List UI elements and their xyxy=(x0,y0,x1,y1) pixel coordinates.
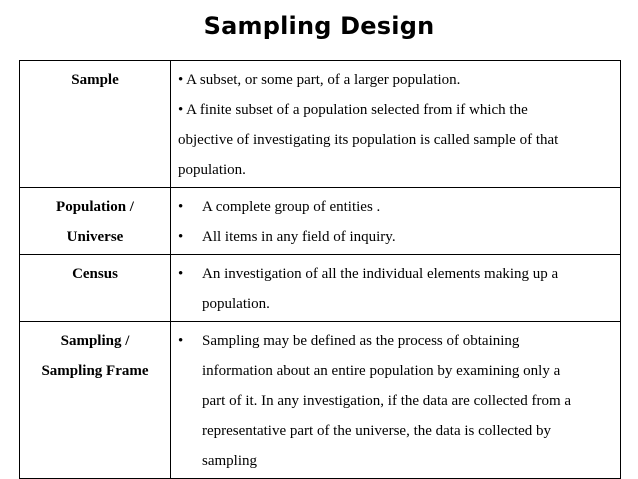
sampling-design-table xyxy=(19,60,621,479)
definition-line: • A subset, or some part, of a larger population. xyxy=(178,72,461,88)
definition-cell xyxy=(171,322,621,479)
definition-line: Sampling may be defined as the process of obtaining xyxy=(202,333,520,349)
bullet-item xyxy=(178,192,620,222)
term-label: Census xyxy=(72,266,118,282)
bullet-item xyxy=(178,259,620,319)
term-cell xyxy=(20,61,171,188)
bullet-item xyxy=(178,326,620,476)
definition-line: population. xyxy=(202,296,270,312)
bullet-icon: • xyxy=(178,333,184,349)
term-label: Population / xyxy=(56,199,134,215)
term-cell xyxy=(20,255,171,322)
table-row xyxy=(20,255,621,322)
term-cell xyxy=(20,322,171,479)
term-label: Sample xyxy=(71,72,119,88)
term-label: Sampling Frame xyxy=(41,363,149,379)
definition-line: information about an entire population by examining only a xyxy=(202,363,561,379)
term-cell xyxy=(20,188,171,255)
term-label: Universe xyxy=(66,229,124,245)
table-row xyxy=(20,61,621,188)
definition-line: All items in any field of inquiry. xyxy=(202,229,396,245)
definition-line: A complete group of entities . xyxy=(202,199,381,215)
table-row xyxy=(20,322,621,479)
definition-line: part of it. In any investigation, if the data are collected from a xyxy=(202,393,572,409)
bullet-icon: • xyxy=(178,266,184,282)
definition-line: objective of investigating its population is called sample of that xyxy=(178,132,559,148)
definition-line: An investigation of all the individual elements making up a xyxy=(202,266,559,282)
table-row xyxy=(20,188,621,255)
term-label: Sampling / xyxy=(60,333,130,349)
definition-cell xyxy=(171,61,621,188)
definition-line: population. xyxy=(178,162,246,178)
definition-cell xyxy=(171,188,621,255)
definition-line: • A finite subset of a population selected from if which the xyxy=(178,102,528,118)
bullet-item xyxy=(178,222,620,252)
bullet-icon: • xyxy=(178,229,184,245)
bullet-icon: • xyxy=(178,199,184,215)
definition-line: sampling xyxy=(202,453,257,469)
definition-line: representative part of the universe, the data is collected by xyxy=(202,423,552,439)
page-title: Sampling Design xyxy=(203,12,435,40)
definition-cell xyxy=(171,255,621,322)
